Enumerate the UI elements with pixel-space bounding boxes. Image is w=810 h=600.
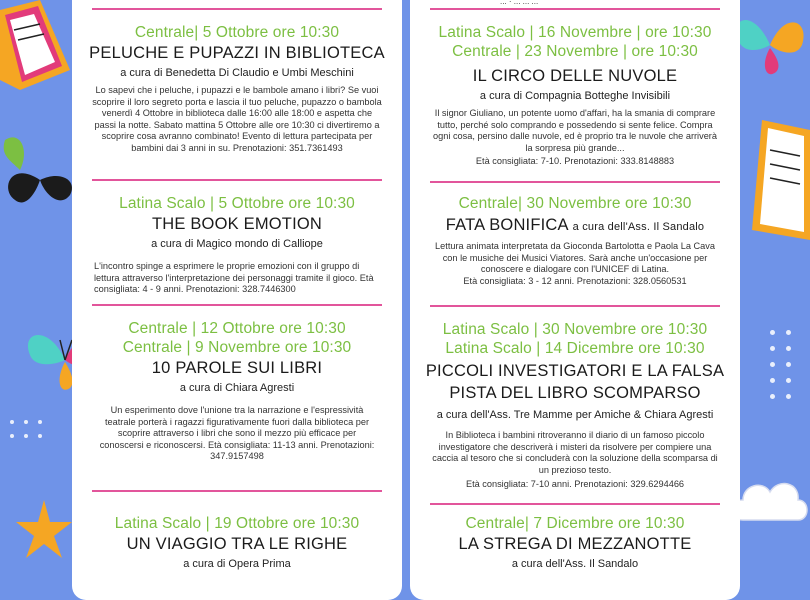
separator xyxy=(92,179,382,181)
event-title: PELUCHE E PUPAZZI IN BIBLIOTECA xyxy=(89,44,385,62)
event-description: Lo sapevi che i peluche, i pupazzi e le bambole amano i libri? Se vuoi scoprire il loro segreto porta e lascia il tuo peluche, pupazzo o bambola venerdì 4 Ottobre in biblioteca dalle 16:00 alle 18:00 e aspetta che passi la notte. Sabato mattina 5 Ottobre alle ore 10:30 ci divertiremo a scoprire cosa avranno combinato! Evento di lettura partecipata per bambini dai 3 anni in su. Prenotazioni: 351.7361493 xyxy=(92,85,382,153)
event-date: Centrale | 23 Novembre | ore 10:30 xyxy=(452,43,698,60)
event-strega xyxy=(420,514,730,571)
event-title-line xyxy=(420,215,730,238)
event-organizer: a cura dell'Ass. Tre Mamme per Amiche & Chiara Agresti xyxy=(436,409,714,421)
event-peluche xyxy=(82,23,392,155)
event-date: Latina Scalo | 14 Dicembre ore 10:30 xyxy=(445,340,705,357)
event-organizer: a cura di Compagnia Botteghe Invisibili xyxy=(479,90,671,102)
event-description: L'incontro spinge a esprimere le proprie emozioni con il gruppo di lettura attraverso l'interpretazione dei personaggi tramite il gioco. Età consigliata: 4 - 9 anni. Prenotazioni: 328.7446300 xyxy=(94,261,374,295)
event-title: UN VIAGGIO TRA LE RIGHE xyxy=(126,535,348,553)
event-10-parole xyxy=(82,319,392,463)
event-date: Latina Scalo | 16 Novembre | ore 10:30 xyxy=(438,24,712,41)
event-title: LA STREGA DI MEZZANOTTE xyxy=(458,535,692,553)
separator xyxy=(92,490,382,492)
event-circo-nuvole xyxy=(420,23,730,168)
event-title: IL CIRCO DELLE NUVOLE xyxy=(472,67,678,85)
separator xyxy=(92,8,382,10)
star-icon xyxy=(14,500,74,560)
separator xyxy=(430,181,720,183)
event-viaggio xyxy=(82,514,392,571)
separator xyxy=(430,8,720,10)
event-info: Età consigliata: 7-10. Prenotazioni: 333.8148883 xyxy=(475,156,675,167)
separator xyxy=(92,304,382,306)
event-date: Centrale | 12 Ottobre ore 10:30 xyxy=(128,320,346,337)
event-description: In Biblioteca i bambini ritroveranno il diario di un famoso piccolo investigatore che descriverà i misteri da risolvere per compiere una caccia al tesoro che si concluderà con la soluzione della scomparsa di un prezioso testo. xyxy=(432,430,718,475)
event-organizer: a cura dell'Ass. Il Sandalo xyxy=(572,221,705,233)
butterfly-icon xyxy=(730,0,810,90)
event-date: Latina Scalo | 19 Ottobre ore 10:30 xyxy=(114,515,360,532)
event-piccoli-investigatori xyxy=(420,320,730,491)
event-organizer: a cura di Chiara Agresti xyxy=(179,382,295,394)
event-date: Centrale| 7 Dicembre ore 10:30 xyxy=(465,515,685,532)
event-organizer: a cura di Benedetta Di Claudio e Umbi Meschini xyxy=(120,67,354,79)
event-title: THE BOOK EMOTION xyxy=(151,215,323,233)
event-info: Età consigliata: 3 - 12 anni. Prenotazioni: 328.0560531 xyxy=(463,275,687,286)
book-icon xyxy=(0,0,80,100)
butterfly-icon xyxy=(0,120,80,230)
event-date: Latina Scalo | 30 Novembre ore 10:30 xyxy=(442,321,708,338)
event-book-emotion xyxy=(82,194,392,296)
event-info: Età consigliata: 7-10 anni. Prenotazioni: 329.6294466 xyxy=(465,479,685,490)
separator xyxy=(430,305,720,307)
event-organizer: a cura dell'Ass. Il Sandalo xyxy=(511,558,639,570)
event-title: 10 PAROLE SUI LIBRI xyxy=(151,359,323,377)
separator xyxy=(430,503,720,505)
event-description: Il signor Giuliano, un potente uomo d'affari, ha la smania di comprare tutto, perché solo comprando e possedendo si sente felice. Compra ogni cosa, persino dalle nuvole, ed è proprio tra le nuvole che arriverà la sorpresa più grande... xyxy=(433,108,717,153)
cloud-icon xyxy=(728,470,810,530)
event-date: Centrale | 9 Novembre ore 10:30 xyxy=(122,339,352,356)
book-icon xyxy=(742,120,810,250)
event-title: FATA BONIFICA xyxy=(445,216,568,234)
event-date: Latina Scalo | 5 Ottobre ore 10:30 xyxy=(119,195,355,212)
event-organizer: a cura di Magico mondo di Calliope xyxy=(151,238,323,250)
event-date: Centrale| 30 Novembre ore 10:30 xyxy=(458,195,692,212)
event-title: PICCOLI INVESTIGATORI E LA FALSA xyxy=(425,362,725,380)
event-date: Centrale| 5 Ottobre ore 10:30 xyxy=(134,24,340,41)
event-fata-bonifica xyxy=(420,194,730,287)
event-organizer: a cura di Opera Prima xyxy=(183,558,291,570)
event-description: Lettura animata interpretata da Gioconda Bartolotta e Paola La Cava con le musiche dei Musici Viatores. Sarà anche un'occasione per conoscere e dialogare con l'UNICEF di Latina. xyxy=(435,241,715,275)
top-snippet: ... · ... ... ... xyxy=(500,0,539,6)
event-title: PISTA DEL LIBRO SCOMPARSO xyxy=(449,384,701,402)
event-description: Un esperimento dove l'unione tra la narrazione e l'espressività teatrale porterà i ragazzi figurativamente fuori dalla biblioteca per scoprire attraverso i libri che sono il mezzo più efficace per conoscersi e riconoscersi. Età consigliata: 11-13 anni. Prenotazioni: 347.9157498 xyxy=(99,405,375,462)
